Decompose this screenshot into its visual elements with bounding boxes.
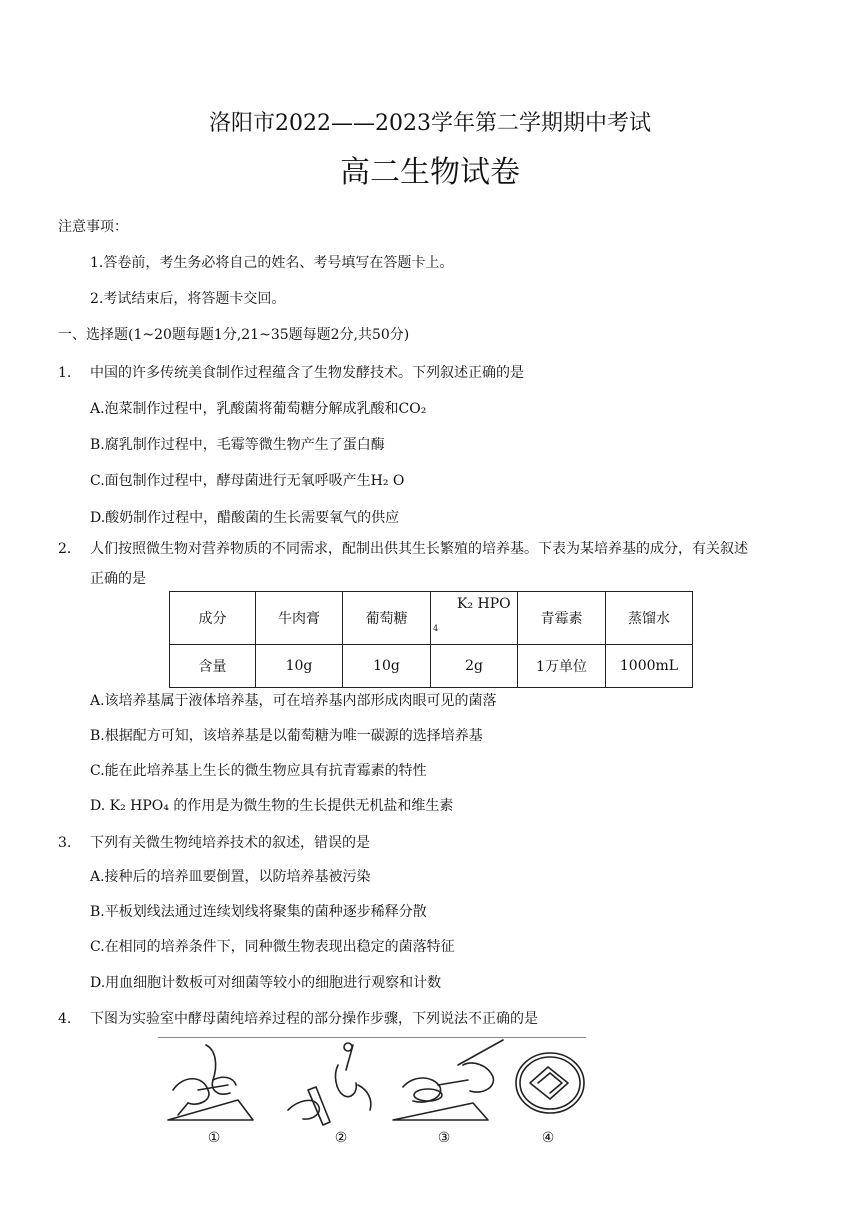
option: C.能在此培养基上生长的微生物应具有抗青霉素的特性 xyxy=(90,763,427,779)
medium-composition-table xyxy=(169,591,693,688)
figure-label: ② xyxy=(334,1130,348,1146)
notice-heading: 注意事项： xyxy=(58,219,128,235)
figure-label: ① xyxy=(207,1130,221,1146)
question-stem-continued: 正确的是 xyxy=(90,571,146,587)
question-number: 3. xyxy=(58,835,72,851)
question-stem: 中国的许多传统美食制作过程蕴含了生物发酵技术。下列叙述正确的是 xyxy=(90,365,524,381)
option: A.接种后的培养皿要倒置，以防培养基被污染 xyxy=(90,869,371,885)
option: C.面包制作过程中，酵母菌进行无氧呼吸产生H₂ O xyxy=(90,473,405,489)
option: D. K₂ HPO₄ 的作用是为微生物的生长提供无机盐和维生素 xyxy=(90,798,454,814)
k2hpo4-subscript: 4 xyxy=(433,624,439,633)
step-3-illustration xyxy=(393,1040,503,1120)
question-stem: 下列有关微生物纯培养技术的叙述，错误的是 xyxy=(90,835,370,851)
table-header-cell: 含量 xyxy=(170,645,256,688)
table-cell: 青霉素 xyxy=(518,592,606,645)
figure-label: ④ xyxy=(541,1130,555,1146)
question-number: 1. xyxy=(58,365,72,381)
table-cell: 2g xyxy=(431,645,518,688)
table-cell: 牛肉膏 xyxy=(256,592,343,645)
question-stem: 人们按照微生物对营养物质的不同需求，配制出供其生长繁殖的培养基。下表为某培养基的成分，有关叙述 xyxy=(90,541,748,557)
step-1-illustration xyxy=(168,1045,253,1120)
notice-item: 2.考试结束后，将答题卡交回。 xyxy=(90,291,286,307)
option: B.腐乳制作过程中，毛霉等微生物产生了蛋白酶 xyxy=(90,437,385,453)
table-cell: 葡萄糖 xyxy=(343,592,431,645)
question-number: 2. xyxy=(58,541,72,557)
notice-item: 1.答卷前，考生务必将自己的姓名、考号填写在答题卡上。 xyxy=(90,255,454,271)
table-cell: 10g xyxy=(256,645,343,688)
question-number: 4. xyxy=(58,1011,72,1027)
option: A.该培养基属于液体培养基，可在培养基内部形成肉眼可见的菌落 xyxy=(90,693,497,709)
exam-title: 洛阳市2022——2023学年第二学期期中考试 xyxy=(209,111,651,136)
lab-procedure-figure xyxy=(158,1035,586,1147)
table-cell: 蒸馏水 xyxy=(606,592,693,645)
table-row xyxy=(170,645,693,688)
table-cell: 10g xyxy=(343,645,431,688)
table-cell xyxy=(431,592,518,645)
table-cell: 1万单位 xyxy=(518,645,606,688)
option: D.酸奶制作过程中，醋酸菌的生长需要氧气的供应 xyxy=(90,510,400,526)
k2hpo4-label: K₂ HPO xyxy=(457,596,511,612)
option: B.根据配方可知，该培养基是以葡萄糖为唯一碳源的选择培养基 xyxy=(90,728,483,744)
option: D.用血细胞计数板可对细菌等较小的细胞进行观察和计数 xyxy=(90,975,442,991)
table-cell: 1000mL xyxy=(606,645,693,688)
section-heading: 一、选择题(1~20题每题1分,21~35题每题2分,共50分) xyxy=(58,327,410,343)
option: C.在相同的培养条件下，同种微生物表现出稳定的菌落特征 xyxy=(90,939,455,955)
step-2-illustration xyxy=(288,1043,371,1125)
figure-label: ③ xyxy=(437,1130,451,1146)
table-header-cell: 成分 xyxy=(170,592,256,645)
option: A.泡菜制作过程中，乳酸菌将葡萄糖分解成乳酸和CO₂ xyxy=(90,401,427,417)
option: B.平板划线法通过连续划线将聚集的菌种逐步稀释分散 xyxy=(90,904,427,920)
table-row xyxy=(170,592,693,645)
subject-title: 高二生物试卷 xyxy=(340,155,520,190)
question-stem: 下图为实验室中酵母菌纯培养过程的部分操作步骤，下列说法不正确的是 xyxy=(90,1011,538,1027)
step-4-illustration xyxy=(516,1053,584,1113)
